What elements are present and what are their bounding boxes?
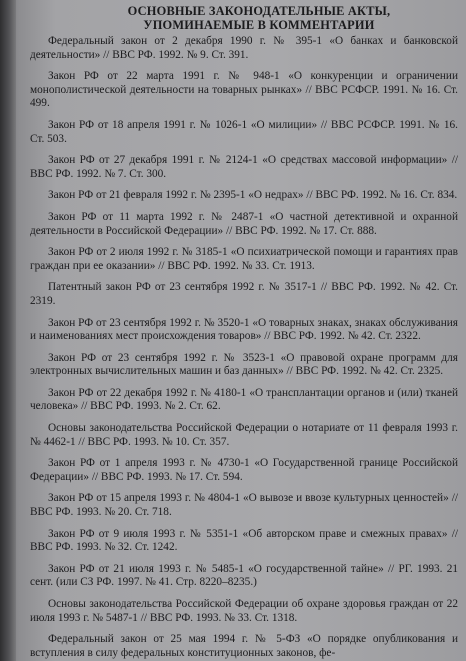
law-entry: Федеральный закон от 2 декабря 1990 г. № 395-1 «О банках и банковской деятельности» // ВВС РФ. 1992. № 9. Ст. 391. — [30, 35, 458, 61]
section-heading — [60, 4, 458, 32]
law-entry: Основы законодательства Российской Федерации об охране здоровья граждан от 22 июля 1993 г. № 5487-1 // ВВС РФ. 1993. № 33. Ст. 1318. — [30, 598, 458, 624]
law-entry: Закон РФ от 1 апреля 1993 г. № 4730-1 «О Государственной границе Российской Федерации» // ВВС РФ. 1993. № 17. Ст. 594. — [30, 457, 458, 483]
law-entry: Закон РФ от 11 марта 1992 г. № 2487-1 «О частной детективной и охранной деятельности в Российской Федерации» // ВВС РФ. 1992. № 17. Ст. 888. — [30, 210, 458, 237]
law-entry: Закон РФ от 21 июля 1993 г. № 5485-1 «О государственной тайне» // РГ. 1993. 21 сент. (или СЗ РФ. 1997. № 41. Стр. 8220–8235.) — [30, 562, 458, 589]
law-entry: Закон РФ от 21 февраля 1992 г. № 2395-1 «О недрах» // ВВС РФ. 1992. № 16. Ст. 834. — [48, 189, 458, 202]
law-entry: Закон РФ от 18 апреля 1991 г. № 1026-1 «О милиции» // ВВС РСФСР. 1991. № 16. Ст. 503. — [30, 118, 458, 145]
law-entry: Закон РФ от 2 июля 1992 г. № 3185-1 «О психиатрической помощи и гарантиях прав граждан при ее оказании» // ВВС РФ. 1992. № 33. Ст. 1913. — [30, 246, 458, 272]
law-entry: Федеральный закон от 25 мая 1994 г. № 5-ФЗ «О порядке опубликования и вступления в силу федеральных конституционных законов, фе- — [30, 633, 458, 659]
law-entry: Закон РФ от 22 марта 1991 г. № 948-1 «О конкуренции и ограничении монополистической деятельности на товарных рынках» // ВВС РСФСР. 1991. № 16. Ст. 499. — [30, 70, 458, 110]
law-entry: Основы законодательства Российской Федерации о нотариате от 11 февраля 1993 г. № 4462-1 // ВВС РФ. 1993. № 10. Ст. 357. — [30, 422, 458, 448]
page-content — [30, 4, 458, 661]
law-entry: Закон РФ от 22 декабря 1992 г. № 4180-1 «О трансплантации органов и (или) тканей человека» // ВВС РФ. 1993. № 2. Ст. 62. — [30, 386, 458, 413]
heading-line-1: ОСНОВНЫЕ ЗАКОНОДАТЕЛЬНЫЕ АКТЫ, — [127, 4, 391, 18]
heading-line-2: УПОМИНАЕМЫЕ В КОММЕНТАРИИ — [143, 18, 375, 32]
law-entry: Закон РФ от 15 апреля 1993 г. № 4804-1 «О вывозе и ввозе культурных ценностей» // ВВС РФ. 1993. № 20. Ст. 718. — [30, 492, 458, 519]
law-entry: Закон РФ от 27 декабря 1991 г. № 2124-1 «О средствах массовой информации» // ВВС РФ. 1992. № 7. Ст. 300. — [30, 154, 458, 180]
book-spine-shadow — [0, 0, 16, 661]
law-entry: Закон РФ от 23 сентября 1992 г. № 3523-1 «О правовой охране программ для электронных вычислительных машин и баз данных» // ВВС РФ. 1992. № 42. Ст. 2325. — [30, 351, 458, 378]
law-entry: Закон РФ от 23 сентября 1992 г. № 3520-1 «О товарных знаках, знаках обслуживания и наименованиях мест происхождения товаров» // ВВС РФ. 1992. № 42. Ст. 2322. — [30, 316, 458, 343]
law-entry: Патентный закон РФ от 23 сентября 1992 г. № 3517-1 // ВВС РФ. 1992. № 42. Ст. 2319. — [30, 281, 458, 307]
law-entry: Закон РФ от 9 июля 1993 г. № 5351-1 «Об авторском праве и смежных правах» // ВВС РФ. 1993. № 32. Ст. 1242. — [30, 527, 458, 554]
